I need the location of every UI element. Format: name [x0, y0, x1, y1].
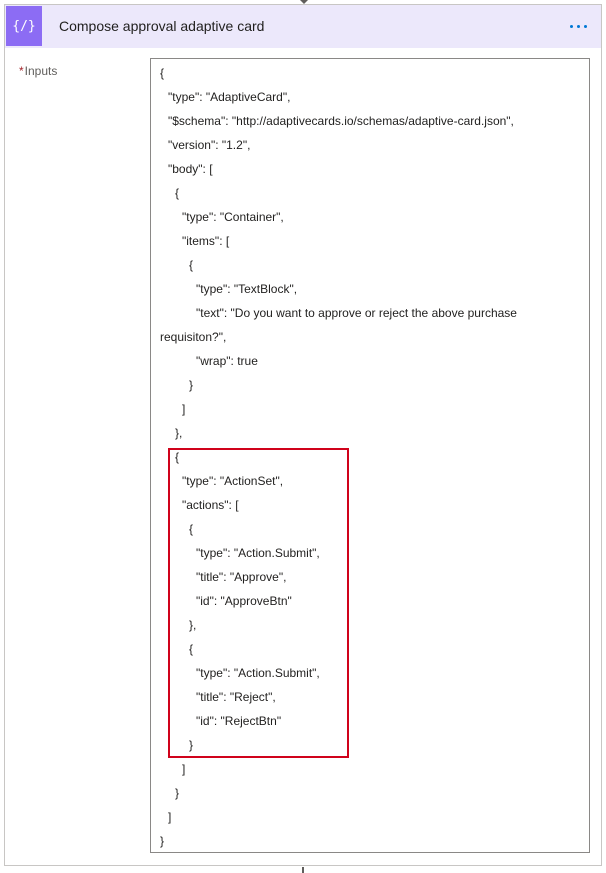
code-line: } — [175, 786, 180, 800]
code-line: ] — [182, 762, 186, 776]
code-line: "text": "Do you want to approve or reject the above purchase — [196, 306, 517, 320]
code-line: { — [175, 186, 180, 200]
code-line: "title": "Reject", — [196, 690, 276, 704]
code-line: "$schema": "http://adaptivecards.io/schemas/adaptive-card.json", — [168, 114, 514, 128]
compose-action-card — [4, 4, 602, 866]
more-options-icon — [570, 25, 573, 28]
more-options-icon — [577, 25, 580, 28]
code-line: requisiton?", — [160, 330, 227, 344]
code-line: }, — [175, 426, 183, 440]
code-line: "items": [ — [182, 234, 230, 248]
code-line: "type": "ActionSet", — [182, 474, 284, 488]
code-line: }, — [189, 618, 197, 632]
code-line: { — [189, 522, 194, 536]
code-line: "id": "RejectBtn" — [196, 714, 282, 728]
code-line: "type": "TextBlock", — [196, 282, 298, 296]
action-title: Compose approval adaptive card — [59, 18, 265, 34]
code-line: "title": "Approve", — [196, 570, 287, 584]
inputs-label-text: Inputs — [24, 64, 58, 78]
code-line: "type": "Action.Submit", — [196, 546, 320, 560]
code-line: "actions": [ — [182, 498, 239, 512]
code-line: { — [160, 66, 165, 80]
more-options-icon — [584, 25, 587, 28]
action-header[interactable] — [5, 5, 601, 48]
code-line: "type": "Action.Submit", — [196, 666, 320, 680]
code-line: } — [160, 834, 165, 848]
code-line: "type": "AdaptiveCard", — [168, 90, 291, 104]
code-line: { — [175, 450, 180, 464]
code-line: } — [189, 738, 194, 752]
code-line: "wrap": true — [196, 354, 258, 368]
inputs-label — [19, 64, 57, 78]
code-line: "version": "1.2", — [168, 138, 251, 152]
code-line: ] — [182, 402, 186, 416]
inputs-field[interactable] — [150, 58, 590, 853]
more-options-button[interactable] — [563, 15, 593, 37]
code-line: "type": "Container", — [182, 210, 284, 224]
code-line: "id": "ApproveBtn" — [196, 594, 292, 608]
code-line: { — [189, 258, 194, 272]
required-marker: * — [19, 64, 24, 78]
connector-line-bottom — [302, 867, 304, 873]
code-line: ] — [168, 810, 172, 824]
code-line: { — [189, 642, 194, 656]
curly-braces-icon: {/} — [6, 6, 42, 46]
code-line: "body": [ — [168, 162, 213, 176]
code-line: } — [189, 378, 194, 392]
